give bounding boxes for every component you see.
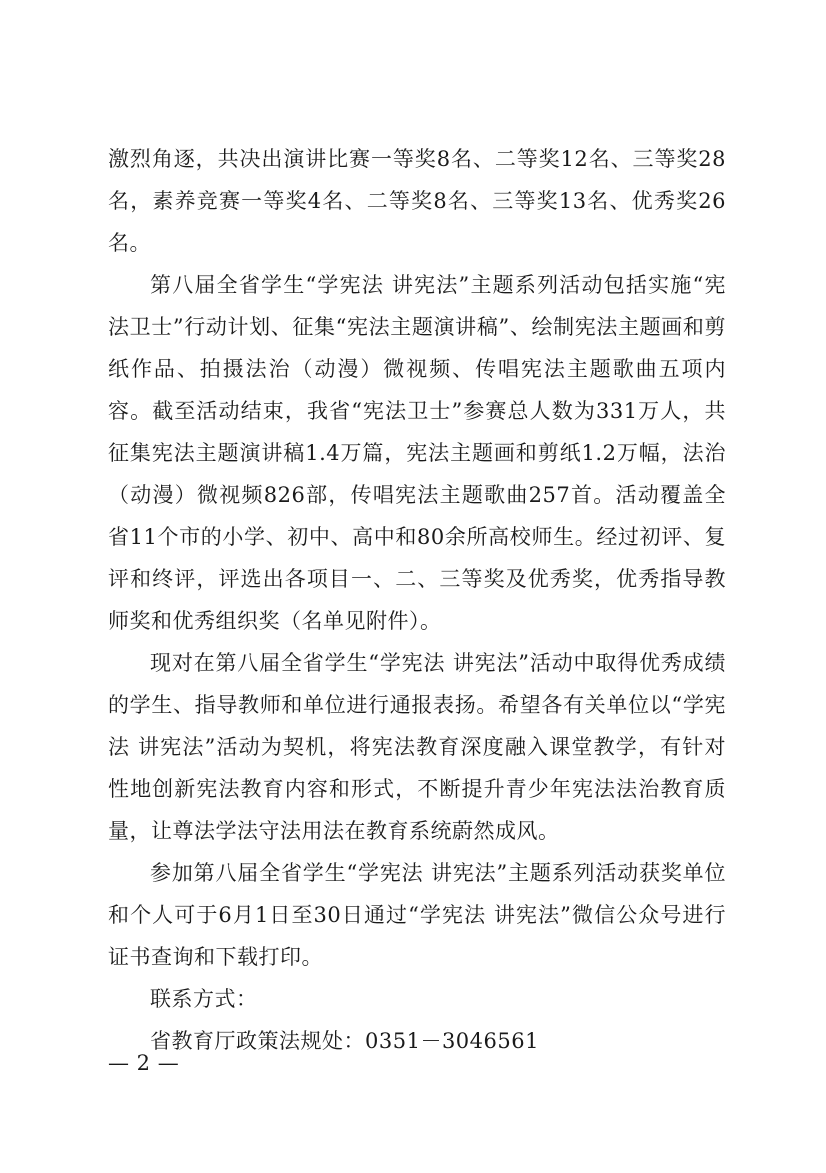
paragraph-certificate-query: 参加第八届全省学生“学宪法 讲宪法”主题系列活动获奖单位和个人可于6月1日至30日通过“学宪法 讲宪法”微信公众号进行证书查询和下载打印。 — [108, 861, 726, 969]
paragraph-contact-heading: 联系方式： — [150, 987, 258, 1011]
paragraph-contact-phone: 省教育厅政策法规处：0351－3046561 — [150, 1029, 539, 1053]
page-number: — 2 — — [108, 1051, 180, 1075]
document-body — [108, 138, 726, 1062]
paragraph-award-results: 激烈角逐，共决出演讲比赛一等奖8名、二等奖12名、三等奖28名，素养竞赛一等奖4名、二等奖8名、三等奖13名、优秀奖26名。 — [108, 147, 726, 255]
paragraph-commendation: 现对在第八届全省学生“学宪法 讲宪法”活动中取得优秀成绩的学生、指导教师和单位进行通报表扬。希望各有关单位以“学宪法 讲宪法”活动为契机，将宪法教育深度融入课堂教学，有针对性地创新宪法教育内容和形式，不断提升青少年宪法法治教育质量，让尊法学法守法用法在教育系统蔚然成风。 — [108, 651, 726, 843]
paragraph-activity-summary: 第八届全省学生“学宪法 讲宪法”主题系列活动包括实施“宪法卫士”行动计划、征集“宪法主题演讲稿”、绘制宪法主题画和剪纸作品、拍摄法治（动漫）微视频、传唱宪法主题歌曲五项内容。截至活动结束，我省“宪法卫士”参赛总人数为331万人，共征集宪法主题演讲稿1.4万篇，宪法主题画和剪纸1.2万幅，法治（动漫）微视频826部，传唱宪法主题歌曲257首。活动覆盖全省11个市的小学、初中、高中和80余所高校师生。经过初评、复评和终评，评选出各项目一、二、三等奖及优秀奖，优秀指导教师奖和优秀组织奖（名单见附件）。 — [108, 273, 726, 633]
